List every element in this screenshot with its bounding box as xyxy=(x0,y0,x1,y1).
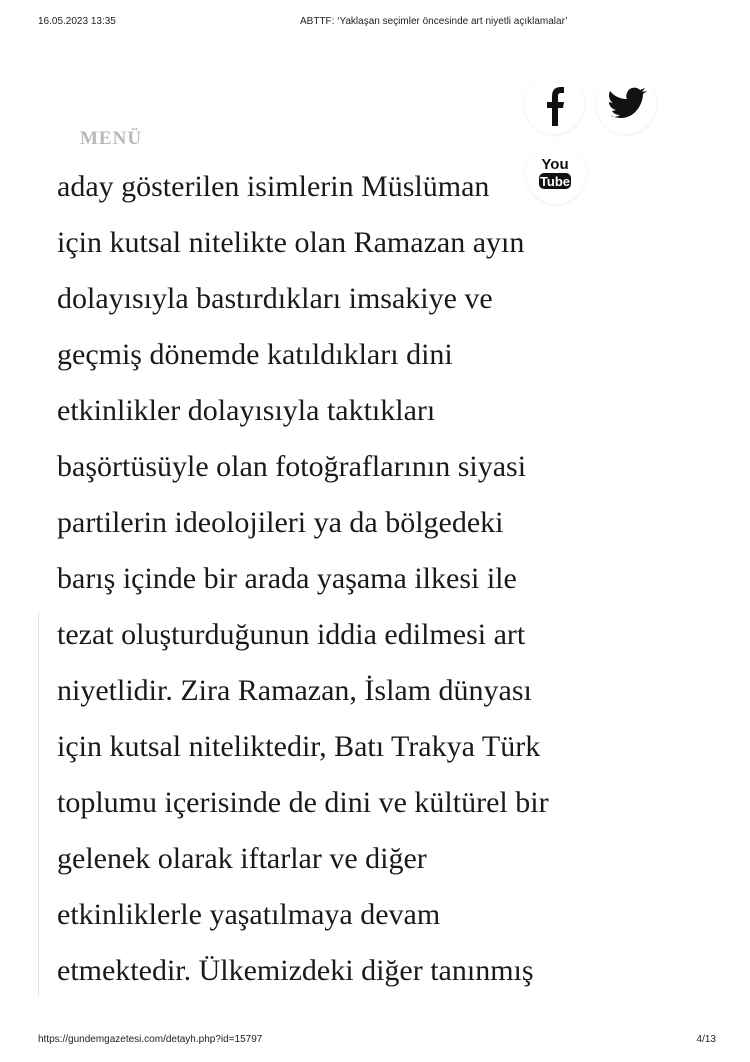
article-line: etkinliklerle yaşatılmaya devam xyxy=(57,898,441,931)
youtube-you-label: You xyxy=(541,156,569,173)
print-page-title: ABTTF: ‘Yaklaşan seçimler öncesinde art niyetli açıklamalar’ xyxy=(300,16,568,27)
article-line: etkinlikler dolayısıyla taktıkları xyxy=(57,394,436,427)
article-line: etmektedir. Ülkemizdeki diğer tanınmış xyxy=(57,954,534,987)
twitter-icon xyxy=(596,74,656,134)
article-line: niyetlidir. Zira Ramazan, İslam dünyası xyxy=(57,674,532,707)
article-line: dolayısıyla bastırdıkları imsakiye ve xyxy=(57,282,493,315)
content-divider xyxy=(38,612,39,997)
youtube-button[interactable] xyxy=(526,144,586,204)
article-line: geçmiş dönemde katıldıkları dini xyxy=(57,338,453,371)
article-line: aday gösterilen isimlerin Müslüman xyxy=(57,170,490,203)
facebook-icon xyxy=(524,74,584,134)
facebook-button[interactable] xyxy=(524,74,584,134)
youtube-icon xyxy=(526,144,586,204)
article-line: için kutsal nitelikte olan Ramazan ayın xyxy=(57,226,525,259)
article-line: tezat oluşturduğunun iddia edilmesi art xyxy=(57,618,526,651)
youtube-tube-label: Tube xyxy=(539,174,571,189)
menu-button[interactable]: MENÜ xyxy=(80,128,143,149)
article-body xyxy=(57,160,697,1002)
article-line: partilerin ideolojileri ya da bölgedeki xyxy=(57,506,504,539)
twitter-button[interactable] xyxy=(596,74,656,134)
print-footer xyxy=(0,1034,750,1048)
article-line: gelenek olarak iftarlar ve diğer xyxy=(57,842,427,875)
article-line: başörtüsüyle olan fotoğraflarının siyasi xyxy=(57,450,527,483)
print-header xyxy=(0,16,750,30)
print-datetime: 16.05.2023 13:35 xyxy=(38,16,116,27)
page-number: 4/13 xyxy=(696,1034,716,1045)
article-line: toplumu içerisinde de dini ve kültürel bir xyxy=(57,786,549,819)
article-line: için kutsal niteliktedir, Batı Trakya Türk xyxy=(57,730,541,763)
article-line: barış içinde bir arada yaşama ilkesi ile xyxy=(57,562,517,595)
print-url: https://gundemgazetesi.com/detayh.php?id=15797 xyxy=(38,1034,263,1045)
